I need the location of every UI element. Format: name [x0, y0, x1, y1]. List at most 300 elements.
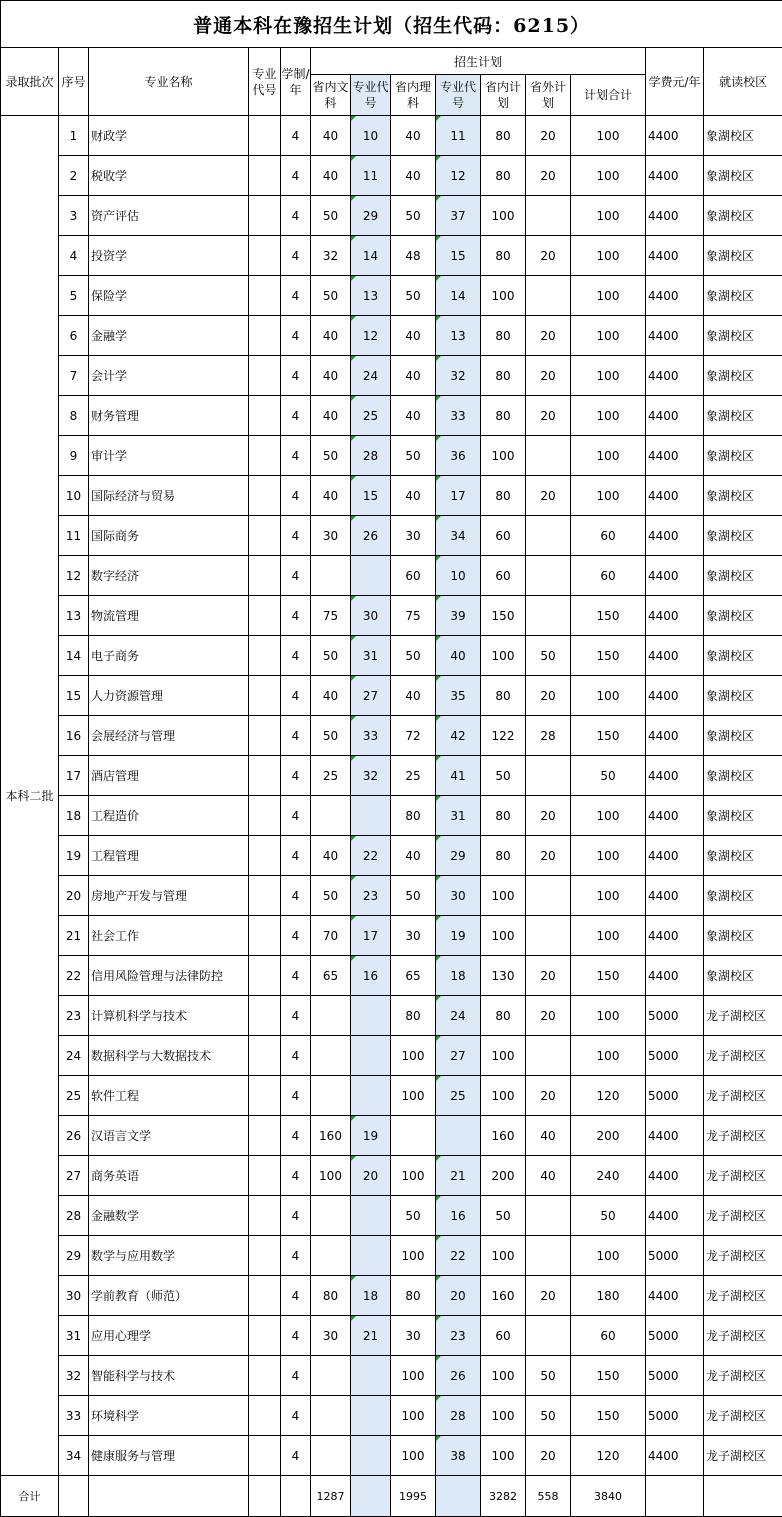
arts-cell: 40	[311, 316, 351, 356]
sci-cell: 100	[391, 1156, 436, 1196]
sci-code-cell: 28	[436, 1396, 481, 1436]
fee-cell: 4400	[646, 876, 704, 916]
fee-cell: 4400	[646, 396, 704, 436]
campus-cell: 象湖校区	[704, 676, 782, 716]
fee-cell: 5000	[646, 996, 704, 1036]
major-name-cell: 环境科学	[89, 1396, 249, 1436]
major-name-cell: 审计学	[89, 436, 249, 476]
arts-code-cell	[351, 556, 391, 596]
sci-code-cell: 41	[436, 756, 481, 796]
sci-cell: 100	[391, 1356, 436, 1396]
plan-total-cell: 100	[571, 1236, 646, 1276]
fee-cell: 5000	[646, 1396, 704, 1436]
header-plan-total: 计划合计	[571, 75, 646, 116]
major-code-cell	[249, 636, 281, 676]
plan-total-cell: 120	[571, 1436, 646, 1476]
sci-code-cell: 42	[436, 716, 481, 756]
plan-total-cell: 100	[571, 196, 646, 236]
sci-code-cell: 36	[436, 436, 481, 476]
duration-cell: 4	[281, 556, 311, 596]
major-code-cell	[249, 236, 281, 276]
sci-code-cell: 13	[436, 316, 481, 356]
fee-cell: 5000	[646, 1076, 704, 1116]
in-plan-cell: 160	[481, 1276, 526, 1316]
sci-cell: 30	[391, 916, 436, 956]
sci-cell: 40	[391, 396, 436, 436]
seq-cell: 16	[59, 716, 89, 756]
arts-code-cell: 29	[351, 196, 391, 236]
out-plan-cell: 20	[526, 1276, 571, 1316]
seq-cell: 27	[59, 1156, 89, 1196]
in-plan-cell: 80	[481, 796, 526, 836]
major-code-cell	[249, 916, 281, 956]
table-row	[1, 276, 782, 316]
table-row	[1, 676, 782, 716]
arts-code-cell: 21	[351, 1316, 391, 1356]
campus-cell: 象湖校区	[704, 276, 782, 316]
duration-cell: 4	[281, 756, 311, 796]
duration-cell: 4	[281, 1276, 311, 1316]
plan-total-cell: 100	[571, 996, 646, 1036]
table-row	[1, 756, 782, 796]
table-row	[1, 1436, 782, 1476]
header-batch: 录取批次	[1, 48, 59, 116]
seq-cell: 12	[59, 556, 89, 596]
major-name-cell: 计算机科学与技术	[89, 996, 249, 1036]
table-row	[1, 596, 782, 636]
sci-cell: 40	[391, 156, 436, 196]
table-row	[1, 236, 782, 276]
sci-code-cell: 37	[436, 196, 481, 236]
major-name-cell: 人力资源管理	[89, 676, 249, 716]
in-plan-cell: 122	[481, 716, 526, 756]
in-plan-cell: 100	[481, 1036, 526, 1076]
major-name-cell: 会展经济与管理	[89, 716, 249, 756]
duration-cell: 4	[281, 1156, 311, 1196]
plan-total-cell: 240	[571, 1156, 646, 1196]
in-plan-cell: 80	[481, 396, 526, 436]
sci-cell: 40	[391, 116, 436, 156]
plan-total-cell: 100	[571, 156, 646, 196]
header-in-sci: 省内理科	[391, 75, 436, 116]
campus-cell: 龙子湖校区	[704, 1396, 782, 1436]
sci-cell: 50	[391, 436, 436, 476]
major-code-cell	[249, 1076, 281, 1116]
campus-cell: 象湖校区	[704, 516, 782, 556]
fee-cell: 4400	[646, 556, 704, 596]
in-plan-cell: 100	[481, 916, 526, 956]
arts-cell: 160	[311, 1116, 351, 1156]
campus-cell: 象湖校区	[704, 436, 782, 476]
out-plan-cell: 20	[526, 796, 571, 836]
campus-cell: 象湖校区	[704, 236, 782, 276]
major-code-cell	[249, 676, 281, 716]
fee-cell: 4400	[646, 316, 704, 356]
fee-cell: 5000	[646, 1036, 704, 1076]
major-name-cell: 财务管理	[89, 396, 249, 436]
duration-cell: 4	[281, 156, 311, 196]
campus-cell: 象湖校区	[704, 796, 782, 836]
in-plan-cell: 80	[481, 676, 526, 716]
out-plan-cell: 20	[526, 1076, 571, 1116]
sci-cell: 100	[391, 1396, 436, 1436]
plan-total-cell: 100	[571, 476, 646, 516]
campus-cell: 象湖校区	[704, 956, 782, 996]
sci-cell: 65	[391, 956, 436, 996]
arts-code-cell: 17	[351, 916, 391, 956]
table-row	[1, 876, 782, 916]
plan-total-cell: 100	[571, 316, 646, 356]
campus-cell: 象湖校区	[704, 316, 782, 356]
out-plan-cell: 50	[526, 1396, 571, 1436]
arts-cell: 80	[311, 1276, 351, 1316]
campus-cell: 象湖校区	[704, 116, 782, 156]
sci-cell: 50	[391, 276, 436, 316]
out-plan-cell	[526, 596, 571, 636]
arts-cell: 100	[311, 1156, 351, 1196]
seq-cell: 15	[59, 676, 89, 716]
major-name-cell: 酒店管理	[89, 756, 249, 796]
arts-code-cell: 16	[351, 956, 391, 996]
sci-code-cell: 14	[436, 276, 481, 316]
sci-code-cell: 34	[436, 516, 481, 556]
sci-code-cell: 18	[436, 956, 481, 996]
header-major-name: 专业名称	[89, 48, 249, 116]
major-name-cell: 投资学	[89, 236, 249, 276]
out-plan-cell	[526, 516, 571, 556]
table-row	[1, 1396, 782, 1436]
major-name-cell: 税收学	[89, 156, 249, 196]
major-name-cell: 信用风险管理与法律防控	[89, 956, 249, 996]
duration-cell: 4	[281, 1116, 311, 1156]
in-plan-cell: 100	[481, 436, 526, 476]
plan-total-cell: 50	[571, 1196, 646, 1236]
plan-total-cell: 100	[571, 116, 646, 156]
major-code-cell	[249, 1196, 281, 1236]
campus-cell: 象湖校区	[704, 876, 782, 916]
out-plan-cell	[526, 196, 571, 236]
totals-arts: 1287	[311, 1476, 351, 1517]
seq-cell: 8	[59, 396, 89, 436]
arts-cell: 30	[311, 516, 351, 556]
fee-cell: 4400	[646, 476, 704, 516]
plan-total-cell: 100	[571, 796, 646, 836]
arts-code-cell: 26	[351, 516, 391, 556]
sci-cell: 50	[391, 196, 436, 236]
major-code-cell	[249, 836, 281, 876]
plan-total-cell: 100	[571, 236, 646, 276]
campus-cell: 龙子湖校区	[704, 1276, 782, 1316]
sci-cell: 40	[391, 356, 436, 396]
fee-cell: 4400	[646, 196, 704, 236]
duration-cell: 4	[281, 836, 311, 876]
in-plan-cell: 50	[481, 1196, 526, 1236]
major-name-cell: 软件工程	[89, 1076, 249, 1116]
arts-cell: 32	[311, 236, 351, 276]
sci-cell: 40	[391, 836, 436, 876]
arts-code-cell: 24	[351, 356, 391, 396]
fee-cell: 4400	[646, 276, 704, 316]
out-plan-cell: 20	[526, 396, 571, 436]
arts-cell	[311, 1036, 351, 1076]
seq-cell: 21	[59, 916, 89, 956]
arts-code-cell	[351, 1196, 391, 1236]
seq-cell: 4	[59, 236, 89, 276]
major-name-cell: 资产评估	[89, 196, 249, 236]
major-name-cell: 学前教育（师范）	[89, 1276, 249, 1316]
arts-cell	[311, 1396, 351, 1436]
major-name-cell: 汉语言文学	[89, 1116, 249, 1156]
major-name-cell: 商务英语	[89, 1156, 249, 1196]
arts-code-cell: 13	[351, 276, 391, 316]
fee-cell: 4400	[646, 156, 704, 196]
campus-cell: 龙子湖校区	[704, 1156, 782, 1196]
duration-cell: 4	[281, 1236, 311, 1276]
major-code-cell	[249, 556, 281, 596]
major-name-cell: 应用心理学	[89, 1316, 249, 1356]
duration-cell: 4	[281, 116, 311, 156]
in-plan-cell: 50	[481, 756, 526, 796]
arts-code-cell	[351, 1436, 391, 1476]
arts-cell	[311, 1356, 351, 1396]
plan-total-cell: 150	[571, 716, 646, 756]
seq-cell: 25	[59, 1076, 89, 1116]
header-sci-code: 专业代号	[436, 75, 481, 116]
header-out-plan: 省外计划	[526, 75, 571, 116]
major-code-cell	[249, 596, 281, 636]
totals-out-plan: 558	[526, 1476, 571, 1517]
plan-total-cell: 50	[571, 756, 646, 796]
duration-cell: 4	[281, 236, 311, 276]
major-name-cell: 物流管理	[89, 596, 249, 636]
table-row	[1, 476, 782, 516]
major-code-cell	[249, 396, 281, 436]
in-plan-cell: 60	[481, 1316, 526, 1356]
table-row	[1, 196, 782, 236]
major-code-cell	[249, 1276, 281, 1316]
sci-code-cell: 16	[436, 1196, 481, 1236]
arts-cell	[311, 796, 351, 836]
fee-cell: 4400	[646, 1276, 704, 1316]
sci-cell: 40	[391, 676, 436, 716]
major-name-cell: 金融数学	[89, 1196, 249, 1236]
campus-cell: 象湖校区	[704, 716, 782, 756]
major-name-cell: 国际经济与贸易	[89, 476, 249, 516]
major-code-cell	[249, 436, 281, 476]
arts-cell: 65	[311, 956, 351, 996]
sci-cell: 80	[391, 796, 436, 836]
out-plan-cell	[526, 756, 571, 796]
table-row	[1, 1036, 782, 1076]
major-name-cell: 电子商务	[89, 636, 249, 676]
sci-code-cell: 22	[436, 1236, 481, 1276]
duration-cell: 4	[281, 516, 311, 556]
table-row	[1, 156, 782, 196]
totals-name-cell	[89, 1476, 249, 1517]
sci-cell: 72	[391, 716, 436, 756]
duration-cell: 4	[281, 276, 311, 316]
totals-years-cell	[281, 1476, 311, 1517]
in-plan-cell: 100	[481, 1356, 526, 1396]
fee-cell: 4400	[646, 636, 704, 676]
campus-cell: 龙子湖校区	[704, 1036, 782, 1076]
major-code-cell	[249, 1116, 281, 1156]
plan-total-cell: 100	[571, 1036, 646, 1076]
in-plan-cell: 80	[481, 356, 526, 396]
out-plan-cell: 20	[526, 1436, 571, 1476]
plan-total-cell: 200	[571, 1116, 646, 1156]
seq-cell: 2	[59, 156, 89, 196]
table-row	[1, 436, 782, 476]
duration-cell: 4	[281, 476, 311, 516]
campus-cell: 象湖校区	[704, 596, 782, 636]
table-body	[1, 116, 782, 1476]
plan-total-cell: 180	[571, 1276, 646, 1316]
seq-cell: 5	[59, 276, 89, 316]
duration-cell: 4	[281, 316, 311, 356]
duration-cell: 4	[281, 1036, 311, 1076]
duration-cell: 4	[281, 1316, 311, 1356]
fee-cell: 4400	[646, 116, 704, 156]
campus-cell: 龙子湖校区	[704, 1196, 782, 1236]
campus-cell: 龙子湖校区	[704, 1076, 782, 1116]
sci-code-cell: 15	[436, 236, 481, 276]
arts-cell: 40	[311, 476, 351, 516]
out-plan-cell: 20	[526, 836, 571, 876]
campus-cell: 象湖校区	[704, 196, 782, 236]
duration-cell: 4	[281, 356, 311, 396]
duration-cell: 4	[281, 1196, 311, 1236]
sci-code-cell: 20	[436, 1276, 481, 1316]
header-arts-code: 专业代号	[351, 75, 391, 116]
table-row	[1, 1236, 782, 1276]
seq-cell: 3	[59, 196, 89, 236]
arts-code-cell: 25	[351, 396, 391, 436]
in-plan-cell: 60	[481, 556, 526, 596]
table-row	[1, 1116, 782, 1156]
header-duration: 学制/年	[281, 48, 311, 116]
fee-cell: 4400	[646, 516, 704, 556]
major-name-cell: 会计学	[89, 356, 249, 396]
campus-cell: 象湖校区	[704, 156, 782, 196]
fee-cell: 4400	[646, 1156, 704, 1196]
arts-cell: 70	[311, 916, 351, 956]
in-plan-cell: 100	[481, 1236, 526, 1276]
table-row	[1, 636, 782, 676]
plan-total-cell: 100	[571, 676, 646, 716]
arts-cell: 30	[311, 1316, 351, 1356]
plan-total-cell: 60	[571, 516, 646, 556]
sci-code-cell: 23	[436, 1316, 481, 1356]
sci-code-cell: 32	[436, 356, 481, 396]
table-row	[1, 716, 782, 756]
out-plan-cell: 20	[526, 476, 571, 516]
in-plan-cell: 80	[481, 476, 526, 516]
arts-code-cell: 10	[351, 116, 391, 156]
table-row	[1, 316, 782, 356]
in-plan-cell: 80	[481, 156, 526, 196]
major-name-cell: 工程管理	[89, 836, 249, 876]
table-row	[1, 836, 782, 876]
campus-cell: 龙子湖校区	[704, 996, 782, 1036]
sci-cell: 50	[391, 876, 436, 916]
major-name-cell: 智能科学与技术	[89, 1356, 249, 1396]
arts-code-cell	[351, 1396, 391, 1436]
page-title: 普通本科在豫招生计划（招生代码：6215）	[1, 1, 782, 48]
duration-cell: 4	[281, 436, 311, 476]
table-row	[1, 916, 782, 956]
major-code-cell	[249, 956, 281, 996]
totals-row	[1, 1476, 782, 1517]
duration-cell: 4	[281, 716, 311, 756]
sci-cell: 40	[391, 476, 436, 516]
table-row	[1, 796, 782, 836]
in-plan-cell: 100	[481, 196, 526, 236]
plan-total-cell: 100	[571, 356, 646, 396]
header-seq: 序号	[59, 48, 89, 116]
fee-cell: 5000	[646, 1236, 704, 1276]
arts-code-cell: 23	[351, 876, 391, 916]
in-plan-cell: 60	[481, 516, 526, 556]
out-plan-cell: 20	[526, 116, 571, 156]
out-plan-cell	[526, 1316, 571, 1356]
arts-code-cell	[351, 1076, 391, 1116]
out-plan-cell: 50	[526, 636, 571, 676]
totals-fee-cell	[646, 1476, 704, 1517]
duration-cell: 4	[281, 916, 311, 956]
out-plan-cell	[526, 556, 571, 596]
seq-cell: 31	[59, 1316, 89, 1356]
arts-code-cell: 33	[351, 716, 391, 756]
header-fee: 学费元/年	[646, 48, 704, 116]
plan-total-cell: 60	[571, 556, 646, 596]
fee-cell: 4400	[646, 236, 704, 276]
plan-total-cell: 100	[571, 436, 646, 476]
table-row	[1, 516, 782, 556]
seq-cell: 28	[59, 1196, 89, 1236]
campus-cell: 龙子湖校区	[704, 1116, 782, 1156]
arts-cell: 50	[311, 276, 351, 316]
major-code-cell	[249, 1356, 281, 1396]
major-code-cell	[249, 116, 281, 156]
major-code-cell	[249, 1036, 281, 1076]
in-plan-cell: 80	[481, 116, 526, 156]
major-name-cell: 数学与应用数学	[89, 1236, 249, 1276]
sci-cell: 48	[391, 236, 436, 276]
campus-cell: 象湖校区	[704, 396, 782, 436]
sci-code-cell: 12	[436, 156, 481, 196]
out-plan-cell: 20	[526, 316, 571, 356]
sci-cell: 30	[391, 1316, 436, 1356]
arts-cell: 50	[311, 436, 351, 476]
arts-cell: 40	[311, 676, 351, 716]
sci-cell: 80	[391, 1276, 436, 1316]
seq-cell: 29	[59, 1236, 89, 1276]
seq-cell: 18	[59, 796, 89, 836]
major-name-cell: 房地产开发与管理	[89, 876, 249, 916]
sci-cell: 30	[391, 516, 436, 556]
fee-cell: 4400	[646, 1436, 704, 1476]
sci-code-cell: 33	[436, 396, 481, 436]
seq-cell: 7	[59, 356, 89, 396]
totals-sci-code-cell	[436, 1476, 481, 1517]
plan-total-cell: 100	[571, 876, 646, 916]
duration-cell: 4	[281, 796, 311, 836]
arts-cell: 50	[311, 876, 351, 916]
sci-cell: 100	[391, 1436, 436, 1476]
campus-cell: 象湖校区	[704, 756, 782, 796]
arts-cell: 50	[311, 196, 351, 236]
